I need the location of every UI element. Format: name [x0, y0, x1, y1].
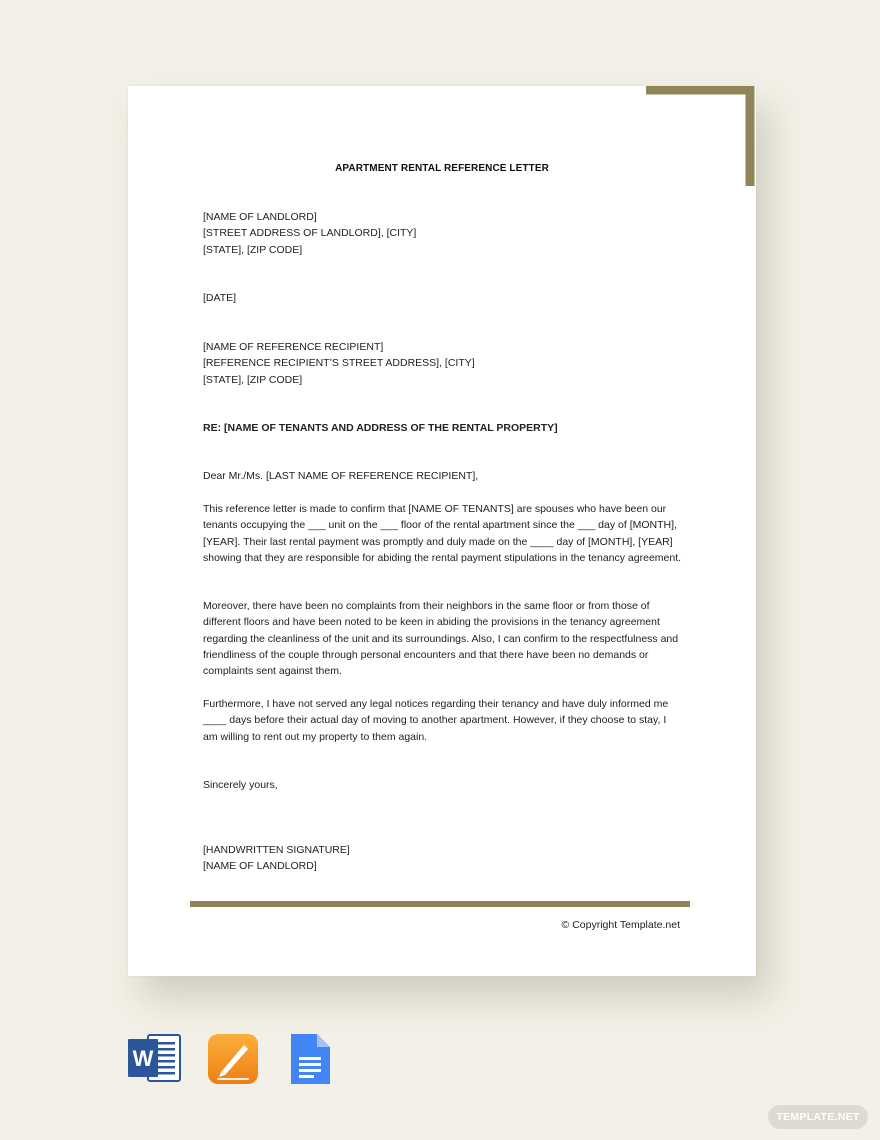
corner-accent-decoration: [646, 86, 756, 196]
word-icon-letter: W: [132, 1046, 154, 1071]
sender-line: [NAME OF LANDLORD]: [203, 211, 317, 223]
subject-line: RE: [NAME OF TENANTS AND ADDRESS OF THE RENTAL PROPERTY]: [203, 422, 558, 434]
template-net-badge[interactable]: TEMPLATE.NET: [768, 1105, 868, 1129]
body-paragraph-1: This reference letter is made to confirm that [NAME OF TENANTS] are spouses who have been our tenants occupying the ___ unit on the ___ floor of the rental apartment since the ___ day of [MONTH], [YEAR]. Their last rental payment was promptly and duly made on the ____ day of [MONTH], [YEAR] showing that they are responsible for abiding the rental payment stipulations in the tenancy agreement.: [203, 503, 682, 564]
document-title: APARTMENT RENTAL REFERENCE LETTER: [335, 163, 549, 174]
signature-line: [NAME OF LANDLORD]: [203, 860, 317, 873]
sender-address: [203, 209, 683, 258]
letter-page: [128, 86, 756, 976]
body-paragraph-3: Furthermore, I have not served any legal notices regarding their tenancy and have duly informed me ____ days before their actual day of moving to another apartment. However, if they choose to stay, I am willing to rent out my property to them again.: [203, 698, 669, 743]
word-icon[interactable]: [128, 1032, 182, 1084]
recipient-address: [203, 339, 683, 388]
body-paragraph-2: Moreover, there have been no complaints from their neighbors in the same floor or from those of different floors and have been noted to be keen in abiding the provisions in the tenancy agreement regarding the cleanliness of the unit and its surroundings. Also, I can confirm to the respectfulness and friendliness of the couple through personal encounters and that there have been no demands or complaints sent against them.: [203, 600, 679, 678]
recipient-line: [NAME OF REFERENCE RECIPIENT]: [203, 341, 384, 353]
footer-rule: [190, 901, 690, 907]
letter-date: [DATE]: [203, 292, 237, 304]
sender-line: [STATE], [ZIP CODE]: [203, 243, 303, 256]
signature-line: [HANDWRITTEN SIGNATURE]: [203, 844, 350, 856]
closing: Sincerely yours,: [203, 779, 278, 791]
recipient-line: [STATE], [ZIP CODE]: [203, 373, 303, 386]
sender-line: [STREET ADDRESS OF LANDLORD], [CITY]: [203, 227, 417, 240]
google-docs-icon[interactable]: [289, 1033, 331, 1085]
pages-icon[interactable]: [207, 1033, 259, 1085]
signature-block: [203, 842, 683, 875]
recipient-line: [REFERENCE RECIPIENT’S STREET ADDRESS], [CITY]: [203, 357, 475, 370]
copyright-notice: © Copyright Template.net: [561, 919, 680, 931]
salutation: Dear Mr./Ms. [LAST NAME OF REFERENCE RECIPIENT],: [203, 470, 479, 482]
